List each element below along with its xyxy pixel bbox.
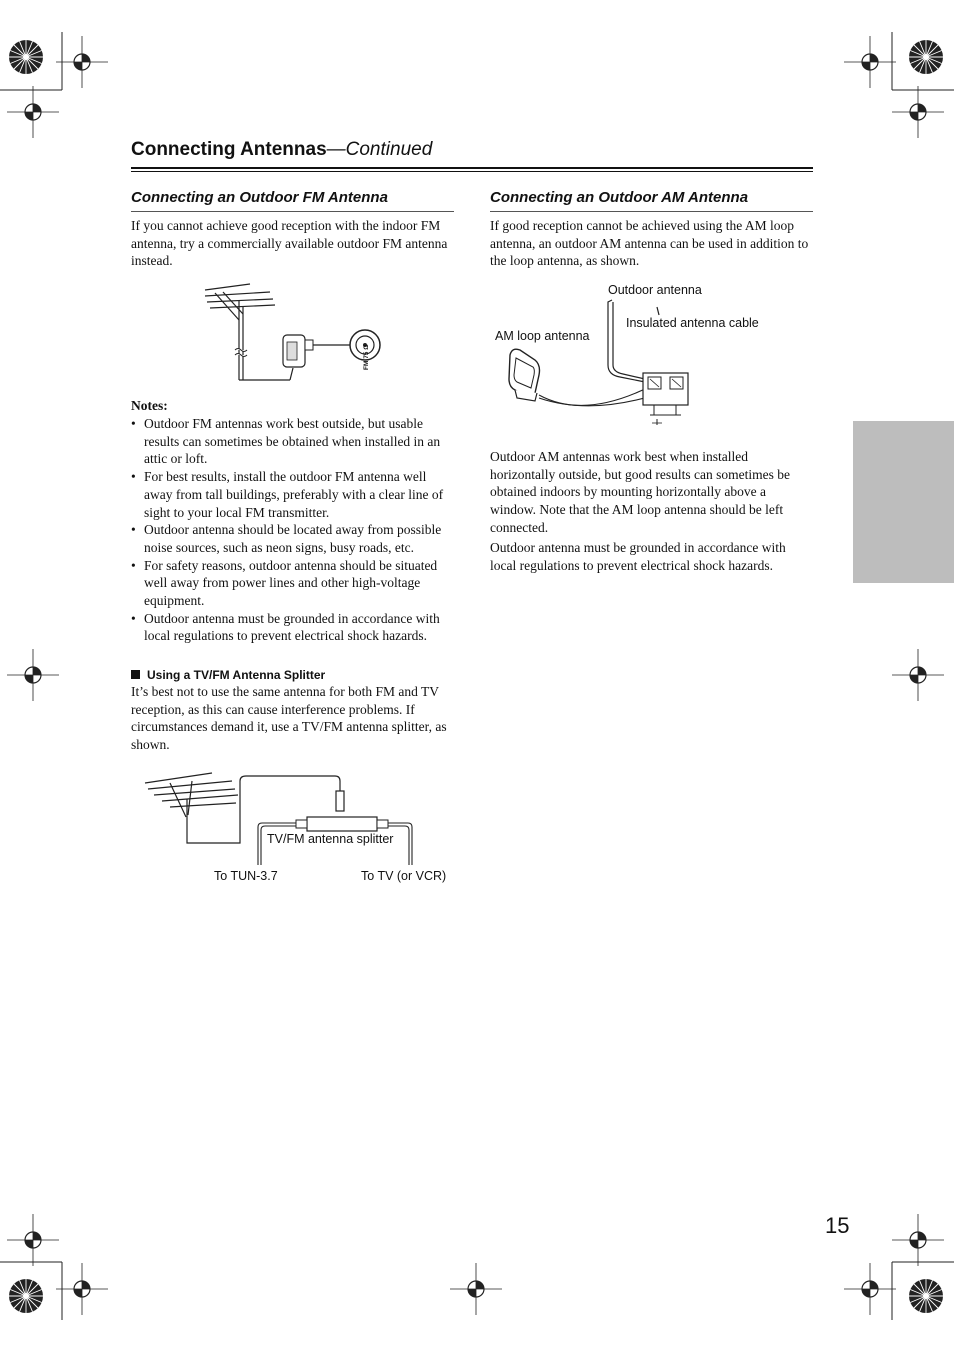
note-item: • Outdoor antenna must be grounded in accordance with local regulations to prevent electrical shock hazards. — [131, 610, 440, 644]
fm-section-heading: Connecting an Outdoor FM Antenna — [131, 189, 388, 206]
header-title-continued: —Continued — [326, 139, 433, 160]
note-item: • For safety reasons, outdoor antenna should be situated well away from power lines and other high-voltage equipment. — [131, 557, 438, 609]
am-intro-text: If good reception cannot be achieved using the AM loop antenna, an outdoor AM antenna can be used in addition to the loop antenna, as shown. — [490, 218, 809, 269]
header-rule — [131, 167, 813, 172]
note-item: • Outdoor antenna should be located away from possible noise sources, such as neon signs, busy roads, etc. — [131, 522, 442, 555]
am-heading-rule — [490, 211, 813, 212]
notes-list — [131, 415, 454, 645]
header-title-main: Connecting Antennas — [131, 139, 327, 160]
splitter-left-label: To TUN-3.7 — [214, 869, 278, 883]
note-item: • Outdoor FM antennas work best outside, but usable results can sometimes be obtained when installed in an attic or loft. — [131, 416, 441, 467]
outdoor-antenna-label: Outdoor antenna — [608, 283, 702, 297]
fm-antenna-icon — [205, 284, 293, 380]
splitter-label: TV/FM antenna splitter — [267, 832, 394, 846]
square-bullet-icon — [131, 670, 140, 679]
insulated-cable-label: Insulated antenna cable — [626, 316, 759, 330]
page-number: 15 — [825, 1213, 850, 1238]
fm-balun-adapter-icon — [283, 335, 313, 367]
am-section-heading: Connecting an Outdoor AM Antenna — [490, 189, 749, 206]
am-body-text-2: Outdoor antenna must be grounded in accordance with local regulations to prevent electrical shock hazards. — [490, 540, 786, 573]
splitter-diagram — [140, 765, 430, 875]
am-terminal-block-icon — [643, 373, 688, 425]
note-item: • For best results, install the outdoor FM antenna well away from tall buildings, preferably with a clear line of sight to your local FM transmitter. — [131, 469, 444, 520]
side-tab-marker — [853, 421, 954, 583]
splitter-subheading: Using a TV/FM Antenna Splitter — [131, 668, 325, 682]
am-loop-antenna-icon — [509, 349, 540, 401]
notes-title: Notes: — [131, 398, 168, 413]
fm-intro-text: If you cannot achieve good reception with the indoor FM antenna, try a commercially available outdoor FM antenna instead. — [131, 218, 448, 269]
fm-jack-label: FM 75 Ω — [363, 344, 370, 370]
fm-heading-rule — [131, 211, 454, 212]
am-loop-antenna-label: AM loop antenna — [495, 329, 590, 343]
splitter-right-label: To TV (or VCR) — [361, 869, 447, 883]
splitter-box — [307, 817, 377, 831]
am-body-text-1: Outdoor AM antennas work best when installed horizontally outside, but good results can sometimes be obtained indoors by mounting horizontally above a window. Note that the AM loop antenna should be left connected. — [490, 449, 790, 535]
fm-antenna-diagram — [195, 280, 395, 392]
splitter-text: It’s best not to use the same antenna for both FM and TV reception, as this can cause interference problems. If circumstances demand it, use a TV/FM antenna splitter, as shown. — [131, 684, 447, 753]
page-header-title — [131, 139, 432, 161]
